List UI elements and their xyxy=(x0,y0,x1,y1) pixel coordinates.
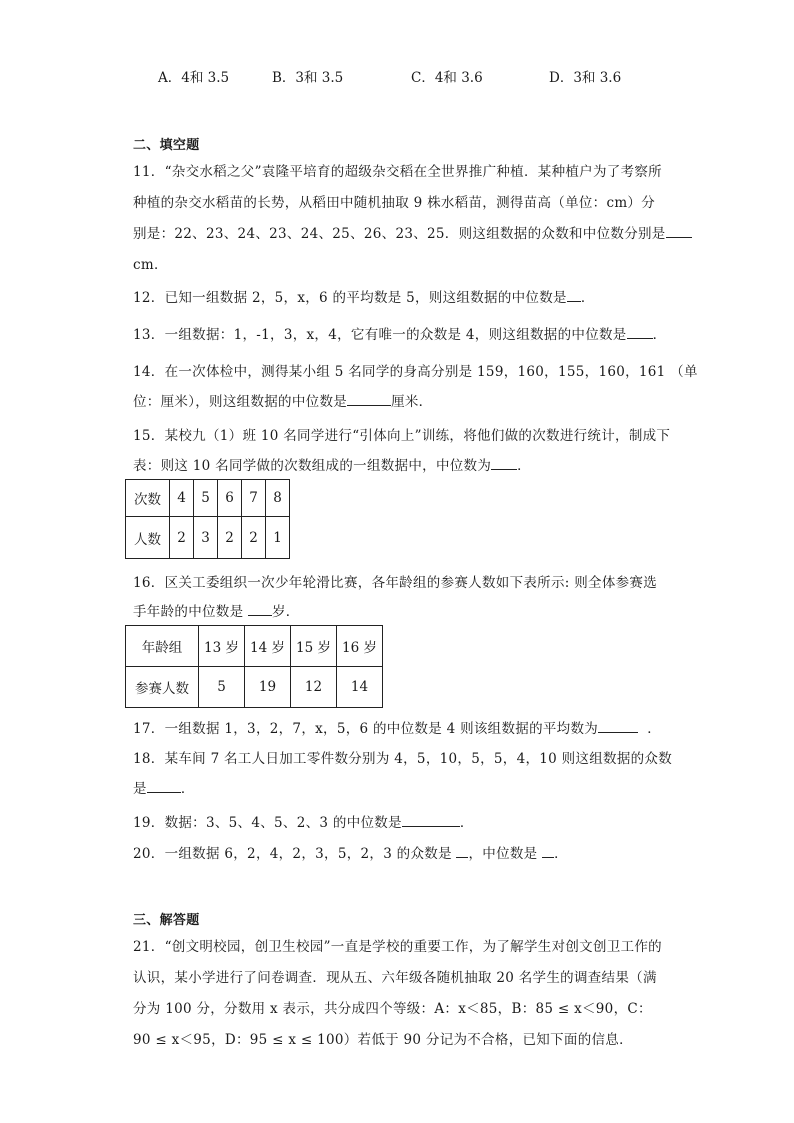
option-c: C．4和 3.6 xyxy=(411,70,483,86)
q11-line3-text: 别是：22、23、24、23、24、25、26、23、25．则这组数据的众数和中位数分别是 xyxy=(133,226,666,242)
q13-text: 13．一组数据：1，-1，3，x，4，它有唯一的众数是 4，则这组数据的中位数是 xyxy=(133,327,627,343)
q19-end: ． xyxy=(459,815,474,831)
q17-text: 17．一组数据 1，3，2，7，x，5，6 的中位数是 4 则该组数据的平均数为 xyxy=(133,721,599,737)
q13-line xyxy=(133,323,666,343)
q20-line xyxy=(133,842,568,862)
answer-blank[interactable] xyxy=(567,287,581,302)
q15-text: 表：则这 10 名同学做的次数组成的一组数据中，中位数为 xyxy=(133,458,492,474)
table-cell: 15 岁 xyxy=(291,626,337,667)
table-row xyxy=(126,480,290,517)
q14-line2 xyxy=(133,390,432,410)
table-cell: 19 xyxy=(245,667,291,708)
q16-end: 岁． xyxy=(272,604,300,620)
option-a: A．4和 3.5 xyxy=(158,70,230,86)
q15-line2 xyxy=(133,454,531,474)
answer-blank[interactable] xyxy=(456,843,468,858)
q20-end: ． xyxy=(554,846,568,862)
q16-line2 xyxy=(133,600,300,620)
q11-line2: 种植的杂交水稻苗的长势，从稻田中随机抽取 9 株水稻苗，测得苗高（单位：cm）分 xyxy=(133,195,656,211)
answer-blank[interactable] xyxy=(347,391,391,406)
answer-blank[interactable] xyxy=(598,718,638,733)
table-cell: 2 xyxy=(218,517,242,559)
q21-line1: 21．“创文明校园，创卫生校园”一直是学校的重要工作，为了解学生对创文创卫工作的 xyxy=(133,939,662,955)
table-cell: 5 xyxy=(194,480,218,517)
option-d: D．3和 3.6 xyxy=(549,70,622,86)
q16-text: 手年龄的中位数是 xyxy=(133,604,248,620)
table-cell: 3 xyxy=(194,517,218,559)
q19-line xyxy=(133,811,474,831)
q17-line xyxy=(133,717,661,737)
table-row-label: 参赛人数 xyxy=(126,667,199,708)
table-row-label: 人数 xyxy=(126,517,170,559)
table-row xyxy=(126,517,290,559)
q13-end: ． xyxy=(652,327,667,343)
q14-text: 位：厘米），则这组数据的中位数是 xyxy=(133,394,348,410)
q21-line2: 认识，某小学进行了问卷调查．现从五、六年级各随机抽取 20 名学生的调查结果（满 xyxy=(133,970,657,986)
q18-line1: 18．某车间 7 名工人日加工零件数分别为 4，5，10，5，5，4，10 则这组数据的众数 xyxy=(133,751,673,767)
q11-line3 xyxy=(133,222,692,242)
q21-line4: 90 ≤ x＜95，D：95 ≤ x ≤ 100）若低于 90 分记为不合格，已知下面的信息． xyxy=(133,1032,633,1048)
section-title-fill-in: 二、填空题 xyxy=(133,138,200,153)
q18-line2 xyxy=(133,777,195,797)
q20-text-2: ，中位数是 xyxy=(468,846,543,862)
q19-text: 19．数据：3、5、4、5、2、3 的中位数是 xyxy=(133,815,402,831)
table-cell: 14 xyxy=(337,667,383,708)
table-row-label: 年龄组 xyxy=(126,626,199,667)
answer-blank[interactable] xyxy=(491,455,517,470)
q15-line1: 15．某校九（1）班 10 名同学进行“引体向上”训练，将他们做的次数进行统计，制成下 xyxy=(133,428,671,444)
answer-blank[interactable] xyxy=(402,812,460,827)
q16-table xyxy=(125,625,383,708)
answer-blank[interactable] xyxy=(666,223,692,238)
answer-blank[interactable] xyxy=(248,601,272,616)
q18-end: ． xyxy=(180,781,195,797)
table-cell: 2 xyxy=(170,517,194,559)
q20-text: 20．一组数据 6，2，4，2，3，5，2，3 的众数是 xyxy=(133,846,457,862)
q12-end: ． xyxy=(580,290,595,306)
table-cell: 4 xyxy=(170,480,194,517)
answer-blank[interactable] xyxy=(627,324,653,339)
table-cell: 5 xyxy=(199,667,245,708)
table-cell: 13 岁 xyxy=(199,626,245,667)
answer-blank[interactable] xyxy=(147,778,181,793)
table-cell: 14 岁 xyxy=(245,626,291,667)
q21-line3: 分为 100 分，分数用 x 表示，共分成四个等级：A：x＜85，B：85 ≤ x＜90，C： xyxy=(133,1001,652,1017)
q11-line1: 11．“杂交水稻之父”袁隆平培育的超级杂交稻在全世界推广种植．某种植户为了考察所 xyxy=(133,164,662,180)
table-cell: 7 xyxy=(242,480,266,517)
q12-line xyxy=(133,286,595,306)
q11-line4: cm． xyxy=(133,257,168,273)
table-row xyxy=(126,667,383,708)
q18-text: 是 xyxy=(133,781,147,797)
q14-end: 厘米． xyxy=(391,394,433,410)
table-row-label: 次数 xyxy=(126,480,170,517)
table-cell: 1 xyxy=(266,517,290,559)
q16-line1: 16．区关工委组织一次少年轮滑比赛，各年龄组的参赛人数如下表所示: 则全体参赛选 xyxy=(133,575,658,591)
q15-end: ． xyxy=(517,458,531,474)
q14-line1: 14．在一次体检中，测得某小组 5 名同学的身高分别是 159，160，155，160，161 （单 xyxy=(133,364,698,380)
table-cell: 2 xyxy=(242,517,266,559)
option-b: B．3和 3.5 xyxy=(272,70,344,86)
table-cell: 8 xyxy=(266,480,290,517)
q15-table xyxy=(125,479,290,559)
q17-end: ． xyxy=(647,721,662,737)
answer-blank[interactable] xyxy=(542,843,554,858)
table-cell: 6 xyxy=(218,480,242,517)
table-cell: 12 xyxy=(291,667,337,708)
q12-text: 12．已知一组数据 2，5，x，6 的平均数是 5，则这组数据的中位数是 xyxy=(133,290,567,306)
table-cell: 16 岁 xyxy=(337,626,383,667)
table-row xyxy=(126,626,383,667)
section-title-answer: 三、解答题 xyxy=(133,913,200,928)
